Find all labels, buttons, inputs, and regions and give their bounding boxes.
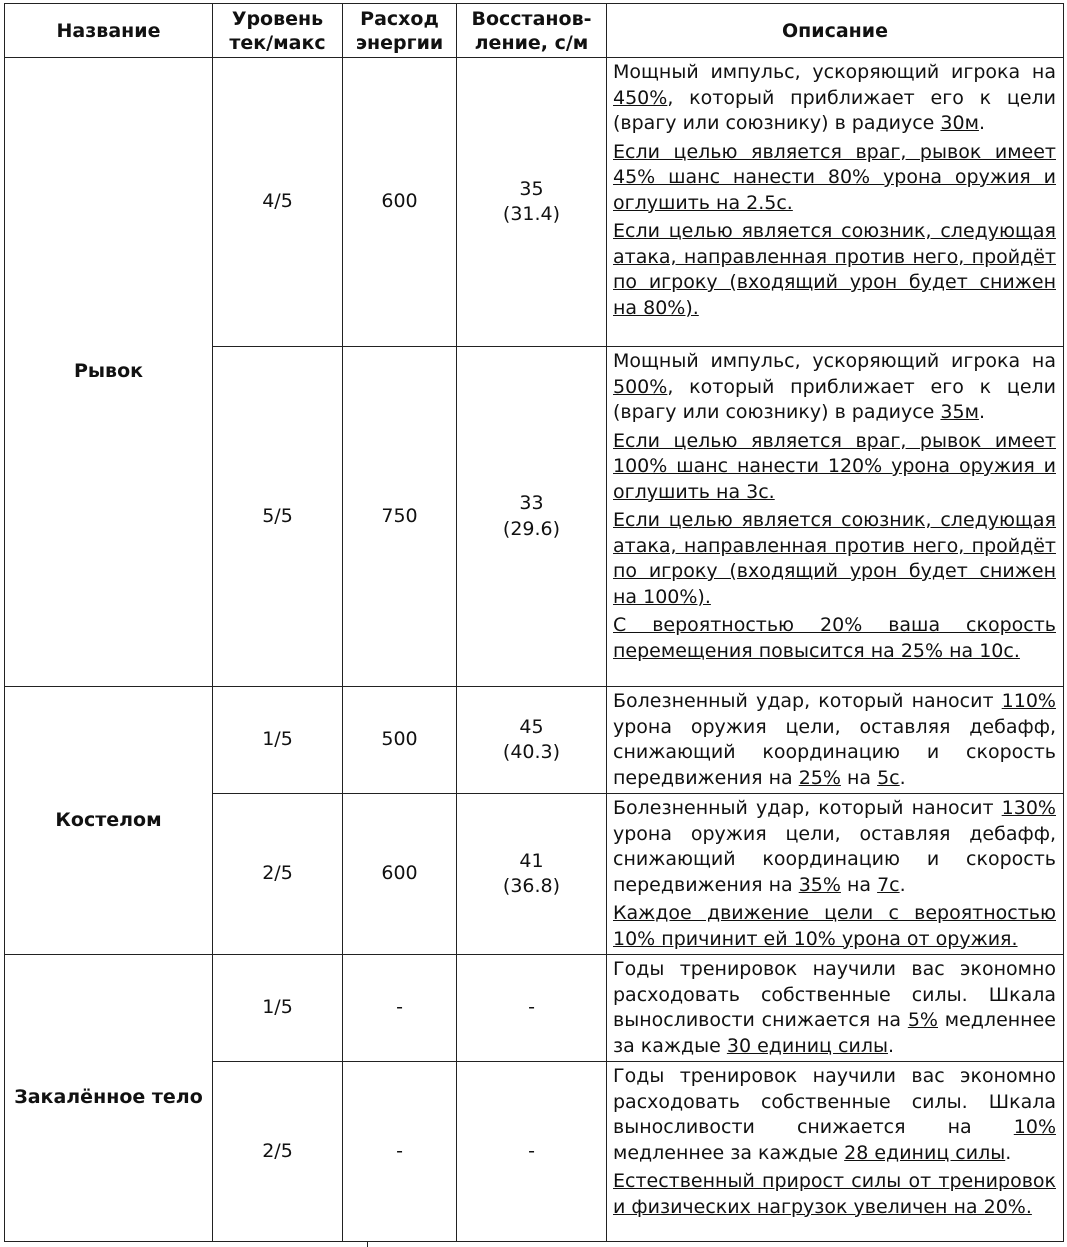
highlighted-text: Если целью является враг, рывок имеет 100% шанс нанести 120% урона оружия и оглушить на 3с.: [613, 429, 1056, 503]
description-text: Болезненный удар, который наносит: [613, 797, 1002, 819]
cooldown-cell: [457, 794, 607, 955]
energy-cost: 600: [343, 794, 457, 955]
highlighted-text: С вероятностью 20% ваша скорость перемещения повысится на 25% на 10с.: [613, 614, 1056, 662]
skill-level: 1/5: [213, 955, 343, 1062]
cooldown-value: 45: [519, 715, 544, 738]
skill-row: [5, 687, 1064, 794]
highlighted-text: Каждое движение цели с вероятностью 10% причинит ей 10% урона от оружия.: [613, 902, 1056, 950]
cooldown-reduced-value: (36.8): [502, 875, 561, 897]
description-text: медленнее за каждые: [613, 1141, 845, 1164]
description-paragraph: [613, 508, 1056, 610]
cooldown-cell: [457, 58, 607, 347]
description-text: .: [899, 873, 906, 896]
skill-row: [5, 955, 1064, 1062]
cooldown-cell: [457, 955, 607, 1062]
skill-level: 2/5: [213, 794, 343, 955]
highlighted-text: 28 единиц силы: [844, 1141, 1006, 1164]
highlighted-text: 10%: [1013, 1116, 1056, 1138]
cooldown-value: 41: [519, 849, 544, 872]
description-text: , который приближает его к цели (врагу или союзнику) в радиусе: [613, 86, 1056, 134]
highlighted-text: Если целью является союзник, следующая атака, направленная против него, пройдёт по игроку (входящий урон будет снижен на 80%).: [613, 220, 1056, 319]
highlighted-text: 130%: [1001, 797, 1056, 819]
header-energy: Расход энергии: [343, 4, 457, 58]
skill-level: 5/5: [213, 347, 343, 687]
description-paragraph: [613, 140, 1056, 217]
highlighted-text: Если целью является враг, рывок имеет 45% шанс нанести 80% урона оружия и оглушить на 2.5с.: [613, 140, 1056, 214]
highlighted-text: Естественный прирост силы от тренировок и физических нагрузок увеличен на 20%.: [613, 1170, 1056, 1218]
description-text: .: [978, 112, 985, 134]
highlighted-text: 7с: [877, 873, 900, 896]
description-paragraph: [613, 957, 1056, 1059]
cooldown-cell: [457, 1062, 607, 1242]
highlighted-text: 30 единиц силы: [726, 1034, 888, 1057]
energy-cost: 600: [343, 58, 457, 347]
skill-description: [607, 955, 1064, 1062]
description-text: Годы тренировок научили вас экономно расходовать собственные силы. Шкала выносливости снижается на: [613, 958, 1056, 1031]
description-paragraph: [613, 1169, 1056, 1220]
header-description: Описание: [607, 4, 1064, 58]
highlighted-text: 35%: [798, 873, 841, 896]
description-text: .: [899, 766, 906, 789]
skill-description: [607, 347, 1064, 687]
description-text: Годы тренировок научили вас экономно расходовать собственные силы. Шкала выносливости снижается на: [613, 1065, 1056, 1138]
cooldown-value: -: [528, 996, 535, 1019]
cooldown-reduced-value: (40.3): [502, 741, 561, 763]
skill-level: 1/5: [213, 687, 343, 794]
highlighted-text: 35м: [940, 401, 979, 423]
skill-description: [607, 687, 1064, 794]
description-text: на: [840, 873, 878, 896]
description-paragraph: [613, 429, 1056, 506]
skills-body: [5, 58, 1064, 1242]
description-paragraph: [613, 689, 1056, 791]
energy-cost: -: [343, 955, 457, 1062]
skill-name: Рывок: [5, 58, 213, 687]
energy-cost: -: [343, 1062, 457, 1242]
description-text: .: [887, 1034, 895, 1057]
highlighted-text: 500%: [613, 375, 668, 398]
description-text: Мощный импульс, ускоряющий игрока на: [613, 61, 1056, 83]
description-text: урона оружия цели, оставляя дебафф, снижающий координацию и скорость передвижения на: [613, 822, 1056, 896]
header-row: [5, 4, 1064, 58]
description-paragraph: [613, 1064, 1056, 1166]
document-page: [4, 3, 1064, 1242]
description-text: Болезненный удар, который наносит: [613, 690, 1002, 712]
description-text: медленнее за каждые: [613, 1009, 1056, 1057]
description-text: Мощный импульс, ускоряющий игрока на: [613, 350, 1056, 372]
cooldown-reduced-value: (29.6): [502, 517, 561, 540]
highlighted-text: 25%: [798, 766, 841, 789]
skill-name: Костелом: [5, 687, 213, 955]
description-text: урона оружия цели, оставляя дебафф, снижающий координацию и скорость передвижения на: [613, 715, 1056, 789]
description-paragraph: [613, 901, 1056, 952]
skill-level: 2/5: [213, 1062, 343, 1242]
cooldown-cell: [457, 687, 607, 794]
description-paragraph: [613, 349, 1056, 426]
description-paragraph: [613, 796, 1056, 898]
description-text: .: [978, 401, 985, 423]
description-paragraph: [613, 219, 1056, 321]
highlighted-text: 30м: [940, 112, 979, 134]
header-level: Уровень тек/макс: [213, 4, 343, 58]
skill-row: [5, 58, 1064, 347]
highlighted-text: 110%: [1001, 690, 1056, 712]
skill-name: Закалённое тело: [5, 955, 213, 1242]
skills-table: [4, 3, 1064, 1242]
highlighted-text: Если целью является союзник, следующая атака, направленная против него, пройдёт по игроку (входящий урон будет снижен на 100%).: [613, 509, 1056, 608]
description-text: на: [840, 766, 878, 789]
cooldown-value: -: [528, 1139, 535, 1162]
table-edge-mark: [367, 1241, 368, 1247]
skill-description: [607, 1062, 1064, 1242]
energy-cost: 750: [343, 347, 457, 687]
highlighted-text: 5с: [877, 766, 900, 789]
description-paragraph: [613, 613, 1056, 664]
cooldown-value: 35: [519, 177, 544, 200]
skill-description: [607, 794, 1064, 955]
cooldown-cell: [457, 347, 607, 687]
skill-level: 4/5: [213, 58, 343, 347]
header-name: Название: [5, 4, 213, 58]
header-cooldown: Восстанов-ление, с/м: [457, 4, 607, 58]
highlighted-text: 5%: [907, 1009, 938, 1031]
description-paragraph: [613, 60, 1056, 137]
highlighted-text: 450%: [613, 86, 668, 109]
skill-description: [607, 58, 1064, 347]
cooldown-reduced-value: (31.4): [502, 203, 561, 225]
cooldown-value: 33: [519, 492, 544, 514]
energy-cost: 500: [343, 687, 457, 794]
description-text: , который приближает его к цели (врагу или союзнику) в радиусе: [613, 375, 1056, 423]
description-text: .: [1005, 1141, 1012, 1164]
